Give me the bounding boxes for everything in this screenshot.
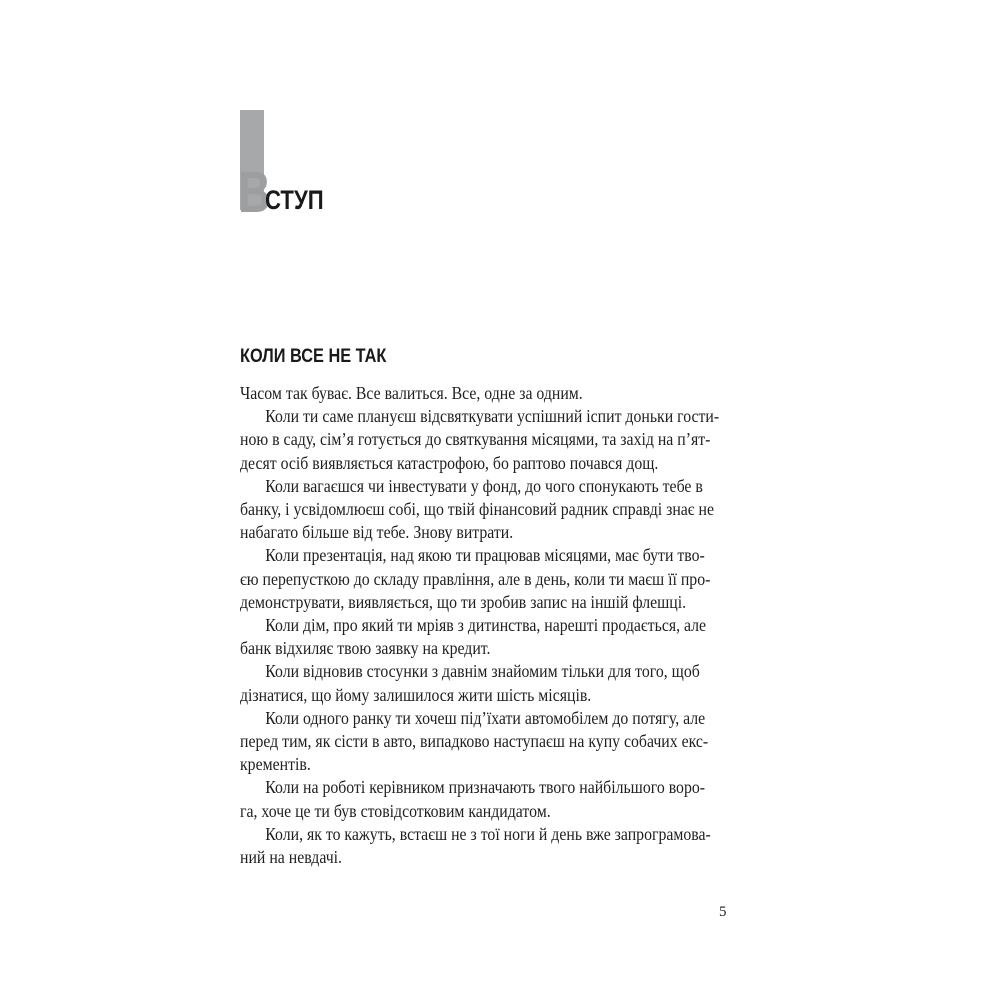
chapter-title-rest: СТУП [265,185,324,215]
paragraph [240,544,728,614]
paragraph [240,405,728,475]
text-line: Коли вагаєшся чи інвестувати у фонд, до чого спонукають тебе в [265,475,703,496]
text-line: Коли, як то кажуть, встаєш не з тої ноги й день вже запрограмова- [265,823,711,844]
paragraph [240,776,728,822]
text-line: демонструвати, виявляється, що ти зробив запис на іншій флешці. [240,591,687,612]
text-line: Коли на роботі керівником призначають твого найбільшого воро- [265,777,706,798]
text-line: дізнатися, що йому залишилося жити шість місяців. [240,684,592,705]
body-text [240,382,728,869]
text-line: ною в саду, сім’я готується до святкування місяцями, та захід на п’ят- [240,429,711,450]
page-number: 5 [719,904,727,920]
text-line: га, хоче це ти був стовідсотковим кандидатом. [240,800,551,821]
text-line: ний на невдачі. [240,847,342,868]
text-line: банку, і усвідомлюєш собі, що твій фінансовий радник справді знає не [240,499,715,520]
paragraph [240,660,728,706]
text-line: Коли ти саме плануєш відсвяткувати успішний іспит доньки гости- [265,406,720,427]
text-line: десят осіб виявляється катастрофою, бо раптово почався дощ. [240,452,659,473]
text-line: набагато більше від тебе. Знову витрати. [240,522,514,543]
text-line: Коли презентація, над якою ти працював місяцями, має бути тво- [265,545,705,566]
paragraph [240,707,728,777]
text-line: Коли одного ранку ти хочеш під’їхати автомобілем до потягу, але [265,707,706,728]
section-heading: КОЛИ ВСЕ НЕ ТАК [240,346,387,367]
text-line: єю перепусткою до складу правління, але в день, коли ти маєш її про- [240,568,711,589]
paragraph [240,382,728,405]
text-line: Часом так буває. Все валиться. Все, одне за одним. [240,383,583,403]
text-line: крементів. [240,754,311,775]
paragraph [240,475,728,545]
text-line: Коли дім, про який ти мріяв з дитинства, нарешті продається, але [265,615,707,636]
text-line: Коли відновив стосунки з давнім знайомим тільки для того, щоб [265,661,700,682]
chapter-drop-cap: В [238,160,270,225]
text-line: банк відхиляє твою заявку на кредит. [240,638,491,659]
chapter-title [238,160,337,225]
paragraph [240,823,728,869]
paragraph [240,614,728,660]
text-line: перед тим, як сісти в авто, випадково наступаєш на купу собачих екс- [240,731,709,752]
